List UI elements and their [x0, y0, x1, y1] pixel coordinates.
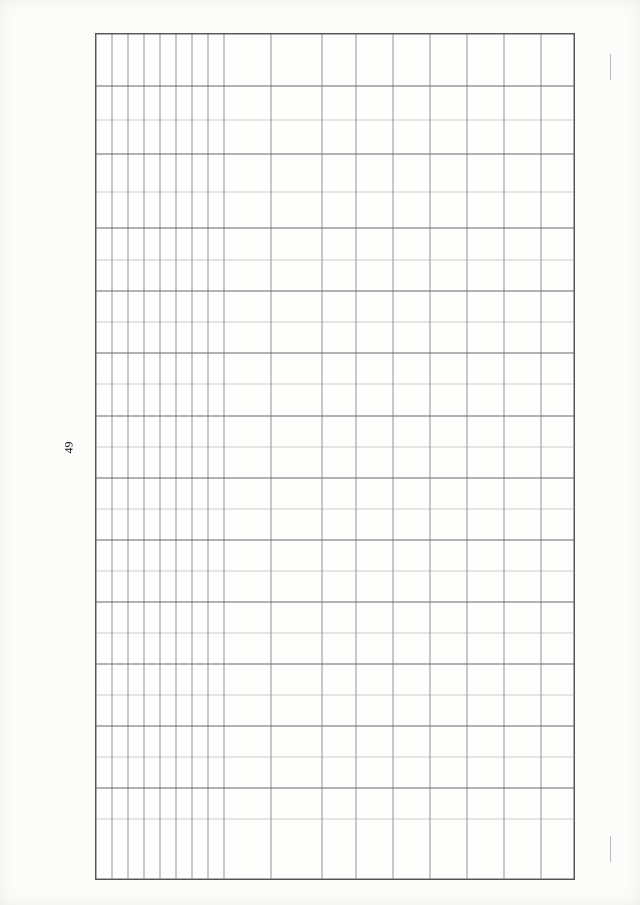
margin-mark-bottom: [610, 836, 611, 862]
table-grid: [96, 34, 574, 879]
page-number: 49: [61, 441, 76, 453]
table-grid-svg: [96, 34, 574, 879]
rotated-table-region: [95, 33, 575, 880]
margin-mark-top: [610, 54, 611, 80]
page-number-container: [54, 432, 84, 462]
